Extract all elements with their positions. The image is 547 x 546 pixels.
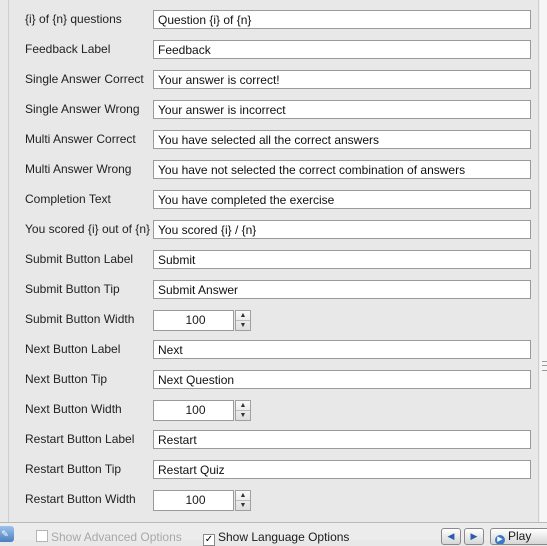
play-button[interactable] <box>490 528 547 545</box>
multi-answer-correct-input[interactable]: You have selected all the correct answers <box>153 130 531 149</box>
play-icon: ▶ <box>495 535 505 545</box>
next-button-width-input[interactable]: 100 <box>153 400 234 421</box>
stepper-up-icon[interactable]: ▲ <box>236 311 250 321</box>
row-submit-button-width <box>9 308 535 338</box>
row-label: {i} of {n} questions <box>25 12 122 26</box>
row-label: Completion Text <box>25 192 111 206</box>
show-language-options-label: Show Language Options <box>218 530 350 544</box>
row-multi-answer-correct <box>9 128 535 158</box>
app-icon[interactable]: ✎ <box>0 526 14 542</box>
row-label: Multi Answer Correct <box>25 132 136 146</box>
row-label: Next Button Width <box>25 402 122 416</box>
single-answer-correct-input[interactable]: Your answer is correct! <box>153 70 531 89</box>
previous-arrow-icon: ◀ <box>447 531 455 541</box>
scrollbar-grip-icon <box>542 361 547 371</box>
row-label: Submit Button Tip <box>25 282 120 296</box>
stepper-down-icon[interactable]: ▼ <box>239 502 247 509</box>
row-restart-button-tip <box>9 458 535 488</box>
score-text-input[interactable]: You scored {i} / {n} <box>153 220 531 239</box>
next-button-label-input[interactable]: Next <box>153 340 531 359</box>
row-label: Single Answer Correct <box>25 72 144 86</box>
restart-button-width-input[interactable]: 100 <box>153 490 234 511</box>
row-label: You scored {i} out of {n} <box>25 222 150 236</box>
questions-counter-input[interactable]: Question {i} of {n} <box>153 10 531 29</box>
submit-button-width-input[interactable]: 100 <box>153 310 234 331</box>
scrollbar-thumb[interactable] <box>540 0 547 522</box>
row-label: Single Answer Wrong <box>25 102 140 116</box>
row-label: Next Button Label <box>25 342 121 356</box>
language-options-panel <box>8 0 535 522</box>
row-multi-answer-wrong <box>9 158 535 188</box>
previous-button[interactable] <box>441 528 461 545</box>
play-button-label: Play <box>508 529 532 543</box>
row-label: Next Button Tip <box>25 372 108 386</box>
submit-button-label-input[interactable]: Submit <box>153 250 531 269</box>
show-advanced-options-checkbox[interactable] <box>36 530 182 544</box>
row-submit-button-label <box>9 248 535 278</box>
row-label: Restart Button Width <box>25 492 136 506</box>
next-arrow-icon: ▶ <box>470 531 478 541</box>
next-button-tip-input[interactable]: Next Question <box>153 370 531 389</box>
row-restart-button-width <box>9 488 535 518</box>
row-label: Multi Answer Wrong <box>25 162 132 176</box>
row-label: Feedback Label <box>25 42 111 56</box>
multi-answer-wrong-input[interactable]: You have not selected the correct combination of answers <box>153 160 531 179</box>
row-next-button-width <box>9 398 535 428</box>
restart-button-tip-input[interactable]: Restart Quiz <box>153 460 531 479</box>
row-restart-button-label <box>9 428 535 458</box>
row-questions-counter <box>9 8 535 38</box>
restart-button-label-input[interactable]: Restart <box>153 430 531 449</box>
show-advanced-options-label: Show Advanced Options <box>51 530 182 544</box>
show-language-options-checkbox[interactable] <box>203 530 349 544</box>
submit-button-tip-input[interactable]: Submit Answer <box>153 280 531 299</box>
row-feedback-label <box>9 38 535 68</box>
feedback-label-input[interactable]: Feedback <box>153 40 531 59</box>
stepper-arrows <box>235 400 251 421</box>
stepper-arrows <box>235 490 251 511</box>
row-score-text <box>9 218 535 248</box>
stepper-down-icon[interactable]: ▼ <box>239 412 247 419</box>
stepper-down-icon[interactable]: ▼ <box>239 322 247 329</box>
row-label: Submit Button Width <box>25 312 135 326</box>
row-single-answer-correct <box>9 68 535 98</box>
single-answer-wrong-input[interactable]: Your answer is incorrect <box>153 100 531 119</box>
next-button[interactable] <box>464 528 484 545</box>
checkbox-box[interactable] <box>36 530 48 542</box>
next-button-width-stepper[interactable] <box>153 400 251 421</box>
bottom-toolbar <box>0 522 547 545</box>
row-label: Restart Button Tip <box>25 462 122 476</box>
vertical-scrollbar[interactable] <box>538 0 547 522</box>
submit-button-width-stepper[interactable] <box>153 310 251 331</box>
completion-text-input[interactable]: You have completed the exercise <box>153 190 531 209</box>
stepper-up-icon[interactable]: ▲ <box>236 491 250 501</box>
row-next-button-label <box>9 338 535 368</box>
row-label: Restart Button Label <box>25 432 135 446</box>
stepper-up-icon[interactable]: ▲ <box>236 401 250 411</box>
row-label: Submit Button Label <box>25 252 134 266</box>
row-next-button-tip <box>9 368 535 398</box>
row-submit-button-tip <box>9 278 535 308</box>
checkbox-checked-icon[interactable]: ✓ <box>204 534 214 545</box>
row-single-answer-wrong <box>9 98 535 128</box>
row-completion-text <box>9 188 535 218</box>
restart-button-width-stepper[interactable] <box>153 490 251 511</box>
stepper-arrows <box>235 310 251 331</box>
